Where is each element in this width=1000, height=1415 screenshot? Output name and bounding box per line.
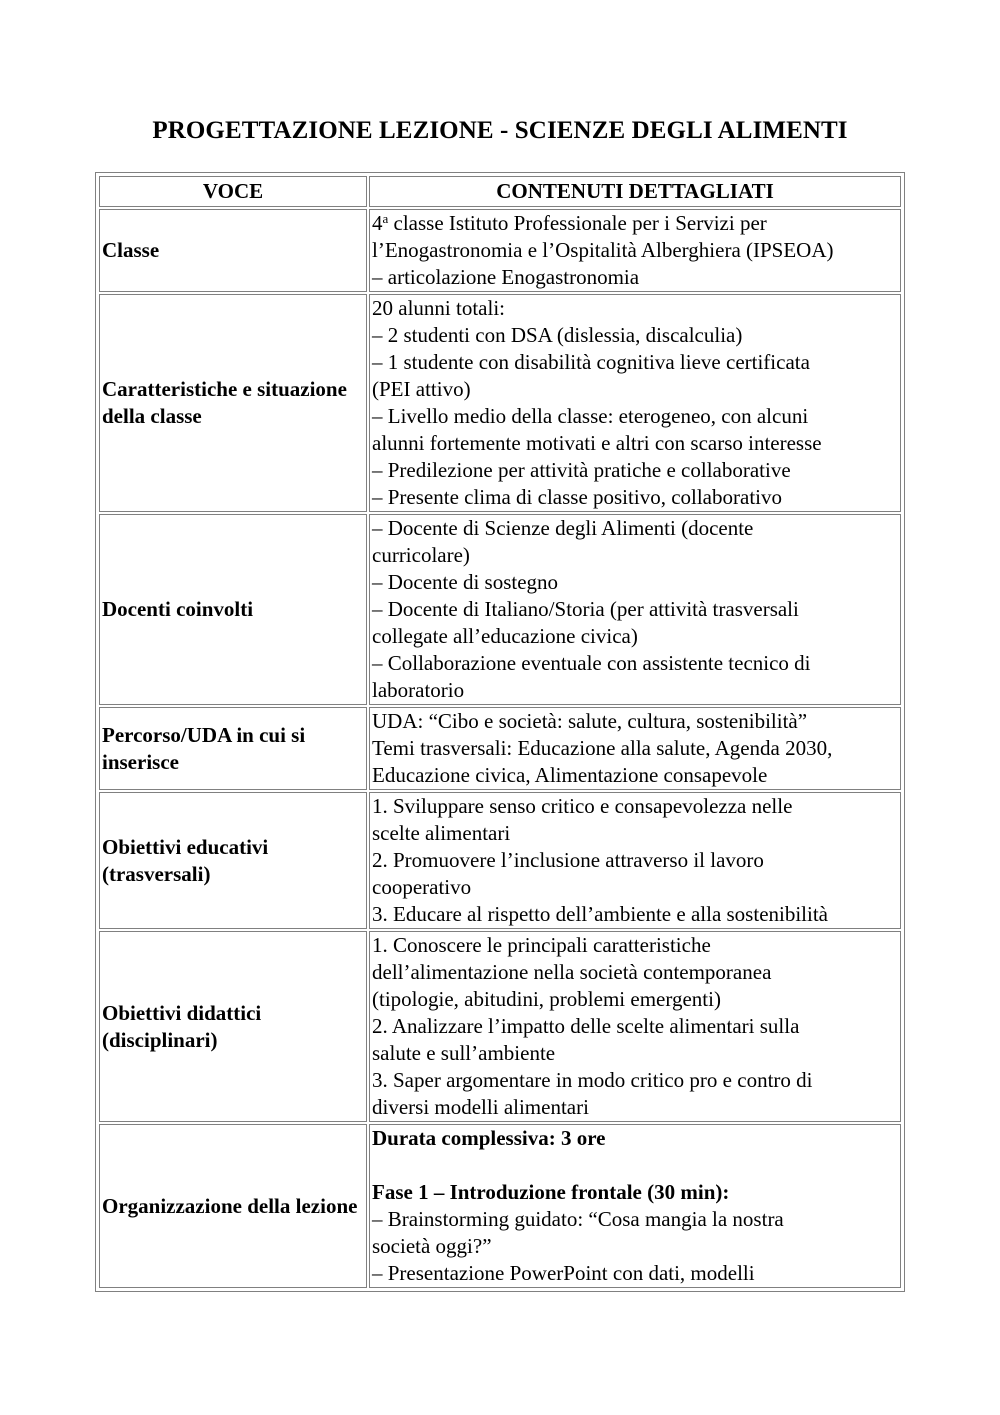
row-label: Obiettivi didattici (disciplinari) bbox=[99, 931, 367, 1122]
content-line: l’Enogastronomia e l’Ospitalità Alberghiera (IPSEOA) bbox=[372, 238, 834, 262]
header-voce: VOCE bbox=[99, 176, 367, 207]
content-line: (PEI attivo) bbox=[372, 377, 471, 401]
table-row-classe bbox=[99, 209, 901, 292]
content-line: 3. Saper argomentare in modo critico pro e contro di bbox=[372, 1068, 813, 1092]
content-line: – Docente di sostegno bbox=[372, 570, 559, 594]
blank-line bbox=[372, 1152, 898, 1179]
content-line: diversi modelli alimentari bbox=[372, 1095, 589, 1119]
content-line: 2. Analizzare l’impatto delle scelte alimentari sulla bbox=[372, 1014, 800, 1038]
content-line: – Livello medio della classe: eterogeneo, con alcuni bbox=[372, 404, 809, 428]
table-header-row bbox=[99, 176, 901, 207]
phase-heading: Fase 1 – Introduzione frontale (30 min): bbox=[372, 1180, 730, 1204]
content-line: collegate all’educazione civica) bbox=[372, 624, 638, 648]
content-line: UDA: “Cibo e società: salute, cultura, sostenibilità” bbox=[372, 709, 808, 733]
table-row-organizzazione bbox=[99, 1124, 901, 1288]
content-line: alunni fortemente motivati e altri con scarso interesse bbox=[372, 431, 822, 455]
table-row-obiettivi-educativi bbox=[99, 792, 901, 929]
content-line: – articolazione Enogastronomia bbox=[372, 265, 640, 289]
content-line: – Predilezione per attività pratiche e collaborative bbox=[372, 458, 791, 482]
row-content bbox=[369, 514, 901, 705]
row-label: Classe bbox=[99, 209, 367, 292]
content-line: laboratorio bbox=[372, 678, 465, 702]
content-line: – Docente di Scienze degli Alimenti (docente bbox=[372, 516, 754, 540]
table-row-percorso-uda bbox=[99, 707, 901, 790]
duration-line: Durata complessiva: 3 ore bbox=[372, 1126, 606, 1150]
table-row-caratteristiche bbox=[99, 294, 901, 512]
content-line: – Docente di Italiano/Storia (per attività trasversali bbox=[372, 597, 799, 621]
row-content bbox=[369, 792, 901, 929]
document-title: PROGETTAZIONE LEZIONE - SCIENZE DEGLI ALIMENTI bbox=[152, 117, 848, 144]
content-line: società oggi?” bbox=[372, 1234, 492, 1258]
content-line: 4$^a$ classe Istituto Professionale per i Servizi per bbox=[372, 211, 767, 235]
row-label: Docenti coinvolti bbox=[99, 514, 367, 705]
row-label: Organizzazione della lezione bbox=[99, 1124, 367, 1288]
content-line: – Collaborazione eventuale con assistente tecnico di bbox=[372, 651, 811, 675]
row-content bbox=[369, 294, 901, 512]
content-line: dell’alimentazione nella società contemporanea bbox=[372, 960, 772, 984]
row-content bbox=[369, 707, 901, 790]
table-row-obiettivi-didattici bbox=[99, 931, 901, 1122]
row-content bbox=[369, 1124, 901, 1288]
header-contenuti: CONTENUTI DETTAGLIATI bbox=[369, 176, 901, 207]
content-line: 1. Conoscere le principali caratteristiche bbox=[372, 933, 711, 957]
content-line: curricolare) bbox=[372, 543, 470, 567]
content-line: – Presente clima di classe positivo, collaborativo bbox=[372, 485, 782, 509]
content-line: Educazione civica, Alimentazione consapevole bbox=[372, 763, 768, 787]
content-line: 1. Sviluppare senso critico e consapevolezza nelle bbox=[372, 794, 793, 818]
content-line: – Brainstorming guidato: “Cosa mangia la nostra bbox=[372, 1207, 784, 1231]
row-label: Obiettivi educativi (trasversali) bbox=[99, 792, 367, 929]
content-line: – Presentazione PowerPoint con dati, modelli bbox=[372, 1261, 755, 1285]
row-label: Percorso/UDA in cui si inserisce bbox=[99, 707, 367, 790]
row-label: Caratteristiche e situazione della classe bbox=[99, 294, 367, 512]
content-line: 3. Educare al rispetto dell’ambiente e alla sostenibilità bbox=[372, 902, 829, 926]
content-line: (tipologie, abitudini, problemi emergenti) bbox=[372, 987, 721, 1011]
row-content bbox=[369, 931, 901, 1122]
content-line: – 2 studenti con DSA (dislessia, discalculia) bbox=[372, 323, 743, 347]
content-line: salute e sull’ambiente bbox=[372, 1041, 556, 1065]
content-line: scelte alimentari bbox=[372, 821, 511, 845]
table-row-docenti bbox=[99, 514, 901, 705]
content-line: – 1 studente con disabilità cognitiva lieve certificata bbox=[372, 350, 810, 374]
content-line: cooperativo bbox=[372, 875, 472, 899]
content-line: 2. Promuovere l’inclusione attraverso il lavoro bbox=[372, 848, 764, 872]
lesson-plan-table bbox=[95, 172, 905, 1292]
content-line: Temi trasversali: Educazione alla salute, Agenda 2030, bbox=[372, 736, 833, 760]
content-line: 20 alunni totali: bbox=[372, 296, 505, 320]
row-content bbox=[369, 209, 901, 292]
